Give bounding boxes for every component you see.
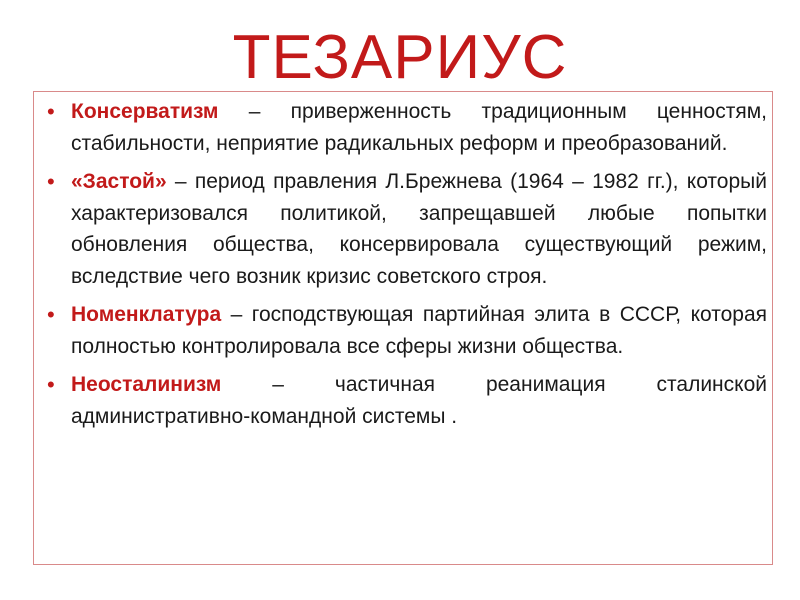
glossary-definition: – приверженность традиционным ценностям, стабильности, неприятие радикальных реформ и преобразований.: [71, 100, 767, 155]
glossary-item-conservatism: [45, 96, 767, 159]
bullet-icon: •: [47, 169, 55, 194]
glossary-list: [45, 96, 767, 439]
glossary-term: Неосталинизм: [71, 373, 222, 396]
glossary-term: Номенклатура: [71, 303, 222, 326]
glossary-item-neostalinism: [45, 369, 767, 432]
glossary-definition: – господствующая партийная элита в СССР, которая полностью контролировала все сферы жизни общества.: [71, 303, 767, 358]
glossary-item-stagnation: [45, 166, 767, 292]
page-title: ТЕЗАРИУС: [232, 23, 568, 92]
glossary-definition: – период правления Л.Брежнева (1964 – 1982 гг.), который характеризовался политикой, запрещавшей любые попытки обновления общества, консервировала существующий режим, вследствие чего возник кризис советского строя.: [71, 170, 767, 288]
glossary-definition: – частичная реанимация сталинской административно-командной системы .: [71, 373, 767, 428]
glossary-item-nomenklatura: [45, 299, 767, 362]
glossary-term: «Застой»: [71, 170, 167, 193]
bullet-icon: •: [47, 372, 55, 397]
bullet-icon: •: [47, 302, 55, 327]
bullet-icon: •: [47, 99, 55, 124]
glossary-term: Консерватизм: [71, 100, 219, 123]
